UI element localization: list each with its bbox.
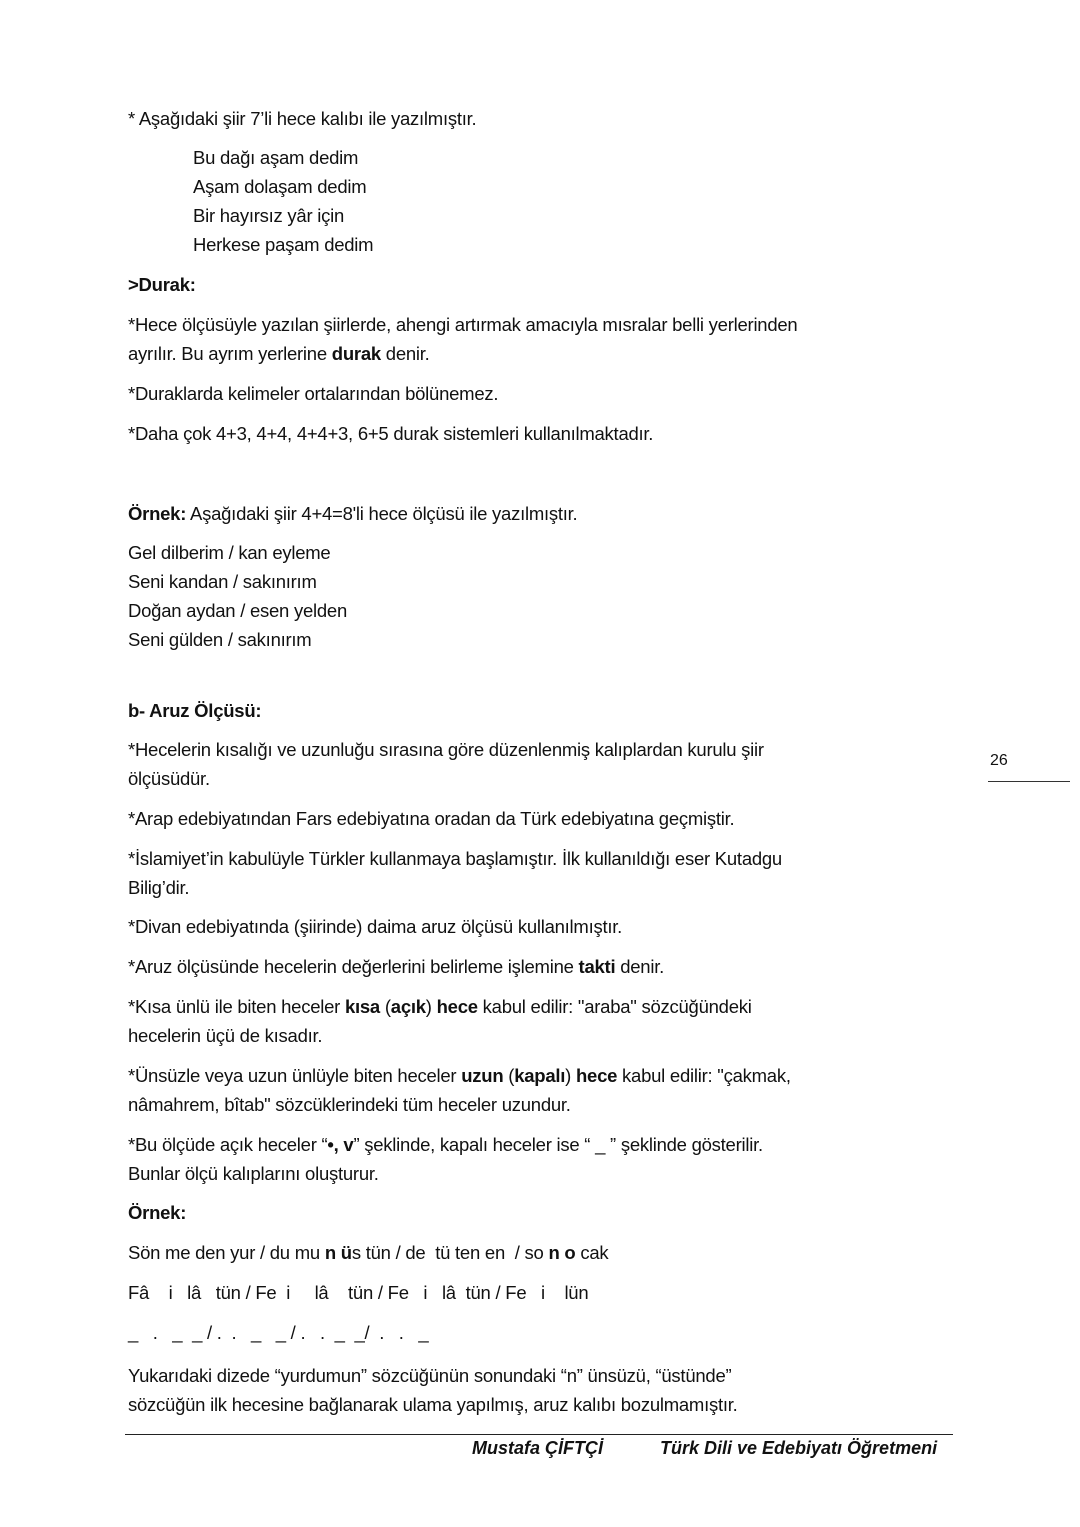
- bold-text: hece: [436, 996, 478, 1017]
- text-segment: Bunlar ölçü kalıplarını oluşturur.: [128, 1163, 379, 1184]
- text-segment: (: [379, 996, 391, 1017]
- bold-text: hece: [575, 1065, 618, 1086]
- page-number: 26: [990, 752, 1008, 769]
- text-segment: Bir hayırsız yâr için: [193, 205, 345, 226]
- text-segment: ölçüsüdür.: [128, 768, 210, 789]
- text-line: [128, 955, 664, 979]
- text-line: [193, 204, 344, 228]
- text-line: [193, 146, 358, 170]
- text-segment: *Arap edebiyatından Fars edebiyatına oradan da Türk edebiyatına geçmiştir.: [128, 808, 735, 829]
- text-segment: Seni kandan / sakınırım: [128, 571, 317, 592]
- bold-text: kapalı: [514, 1065, 566, 1086]
- text-segment: ” şeklinde, kapalı heceler ise “ _ ” şeklinde gösterilir.: [353, 1134, 763, 1155]
- text-line: [128, 1281, 588, 1305]
- text-line: [193, 233, 373, 257]
- text-segment: _ . _ _ / . . _ _ / . . _ _/ . . _: [128, 1322, 429, 1343]
- text-segment: *Divan edebiyatında (şiirinde) daima aruz ölçüsü kullanılmıştır.: [128, 916, 623, 937]
- text-line: [128, 847, 782, 871]
- text-segment: ): [565, 1065, 576, 1086]
- text-line: [128, 273, 196, 297]
- text-line: [128, 502, 577, 526]
- bold-text: kısa: [344, 996, 380, 1017]
- text-segment: Seni gülden / sakınırım: [128, 629, 312, 650]
- bold-text: >Durak:: [128, 274, 196, 295]
- text-segment: Sön me den yur / du mu: [128, 1242, 325, 1263]
- text-line: [128, 1133, 763, 1157]
- text-line: [128, 1024, 322, 1048]
- text-line: [128, 541, 330, 565]
- text-segment: *Ünsüzle veya uzun ünlüyle biten heceler: [128, 1065, 462, 1086]
- text-segment: *Aruz ölçüsünde hecelerin değerlerini belirleme işlemine: [128, 956, 579, 977]
- bold-text: n o: [548, 1242, 576, 1263]
- text-line: [128, 1162, 379, 1186]
- text-segment: * Aşağıdaki şiir 7’li hece kalıbı ile yazılmıştır.: [128, 108, 477, 129]
- bold-text: uzun: [461, 1065, 504, 1086]
- bold-text: Örnek:: [128, 503, 187, 524]
- text-segment: denir.: [615, 956, 664, 977]
- text-segment: *Daha çok 4+3, 4+4, 4+4+3, 6+5 durak sistemleri kullanılmaktadır.: [128, 423, 654, 444]
- text-segment: Gel dilberim / kan eyleme: [128, 542, 331, 563]
- footer-role: Türk Dili ve Edebiyatı Öğretmeni: [660, 1438, 938, 1458]
- text-segment: Bu dağı aşam dedim: [193, 147, 359, 168]
- text-segment: Aşağıdaki şiir 4+4=8'li hece ölçüsü ile yazılmıştır.: [186, 503, 578, 524]
- text-segment: ayrılır. Bu ayrım yerlerine: [128, 343, 332, 364]
- text-line: [128, 599, 347, 623]
- text-segment: ): [425, 996, 437, 1017]
- text-line: [128, 342, 430, 366]
- bold-text: takti: [578, 956, 616, 977]
- text-segment: Doğan aydan / esen yelden: [128, 600, 348, 621]
- text-line: [128, 876, 189, 900]
- text-segment: Herkese paşam dedim: [193, 234, 374, 255]
- text-segment: Bilig’dir.: [128, 877, 190, 898]
- text-line: [128, 915, 622, 939]
- text-segment: Fâ i lâ tün / Fe i lâ tün / Fe i lâ tün / Fe i lün: [128, 1282, 589, 1303]
- bold-text: n ü: [324, 1242, 352, 1263]
- footer-author: Mustafa ÇİFTÇİ: [472, 1438, 604, 1458]
- text-line: [128, 995, 752, 1019]
- text-segment: s tün / de tü ten en / so: [351, 1242, 549, 1263]
- bold-text: açık: [390, 996, 426, 1017]
- footer-rule: [125, 1434, 953, 1435]
- text-segment: kabul edilir: "çakmak,: [617, 1065, 791, 1086]
- text-segment: nâmahrem, bîtab" sözcüklerindeki tüm heceler uzundur.: [128, 1094, 571, 1115]
- text-line: [128, 1321, 428, 1345]
- bold-text: durak: [331, 343, 381, 364]
- text-segment: denir.: [380, 343, 430, 364]
- text-line: [128, 1364, 731, 1388]
- text-segment: cak: [575, 1242, 609, 1263]
- bold-text: Örnek:: [128, 1202, 187, 1223]
- text-segment: Yukarıdaki dizede “yurdumun” sözcüğünün sonundaki “n” ünsüzü, “üstünde”: [128, 1365, 732, 1386]
- text-line: [128, 570, 317, 594]
- text-line: [128, 1093, 571, 1117]
- text-line: [128, 628, 311, 652]
- bold-text: •, v: [327, 1134, 354, 1155]
- page-number-rule: [988, 781, 1070, 782]
- bold-text: b- Aruz Ölçüsü:: [128, 700, 262, 721]
- text-line: [128, 699, 261, 723]
- text-segment: *Hece ölçüsüyle yazılan şiirlerde, ahengi artırmak amacıyla mısralar belli yerlerinden: [128, 314, 798, 335]
- text-segment: *Hecelerin kısalığı ve uzunluğu sırasına göre düzenlenmiş kalıplardan kurulu şiir: [128, 739, 764, 760]
- text-segment: Aşam dolaşam dedim: [193, 176, 367, 197]
- text-line: [128, 767, 210, 791]
- text-line: [128, 382, 498, 406]
- text-line: [128, 422, 653, 446]
- text-line: [128, 1241, 608, 1265]
- text-line: [128, 1201, 186, 1225]
- text-line: [128, 807, 734, 831]
- text-segment: kabul edilir: "araba" sözcüğündeki: [477, 996, 752, 1017]
- text-segment: *İslamiyet’in kabulüyle Türkler kullanmaya başlamıştır. İlk kullanıldığı eser Kutadgu: [128, 848, 782, 869]
- text-segment: *Bu ölçüde açık heceler “: [128, 1134, 328, 1155]
- text-line: [193, 175, 366, 199]
- text-segment: hecelerin üçü de kısadır.: [128, 1025, 323, 1046]
- text-line: [128, 313, 797, 337]
- text-line: [128, 107, 476, 131]
- text-segment: *Duraklarda kelimeler ortalarından bölünemez.: [128, 383, 499, 404]
- text-line: [128, 1393, 738, 1417]
- text-segment: (: [503, 1065, 515, 1086]
- text-segment: *Kısa ünlü ile biten heceler: [128, 996, 345, 1017]
- text-segment: sözcüğün ilk hecesine bağlanarak ulama yapılmış, aruz kalıbı bozulmamıştır.: [128, 1394, 738, 1415]
- text-line: [128, 1064, 791, 1088]
- text-line: [128, 738, 764, 762]
